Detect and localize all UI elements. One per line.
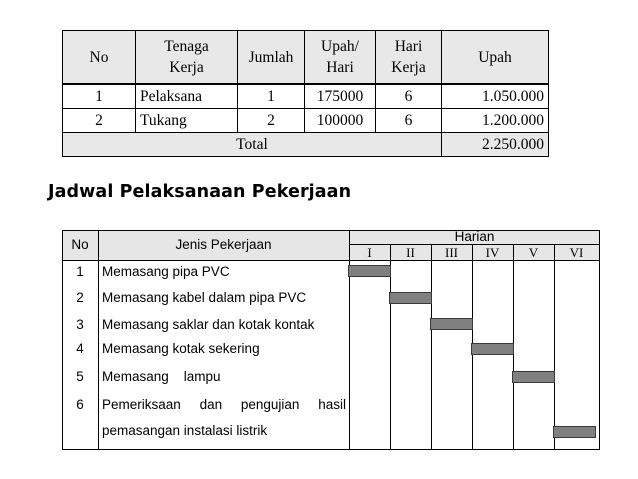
cell-tenaga-kerja: Pelaksana: [136, 84, 238, 109]
day-header: III: [445, 245, 458, 260]
gantt-bar: [471, 343, 514, 355]
gantt-bar: [553, 426, 596, 438]
cell-hari-kerja: 6: [376, 84, 442, 109]
row-task: Pemeriksaan dan pengujian hasil: [102, 397, 346, 412]
cell-upah-hari: 175000: [305, 84, 376, 109]
cell-tenaga-kerja: Tukang: [136, 109, 238, 133]
row-task: Memasang pipa PVC: [102, 264, 230, 279]
row-no: 2: [76, 290, 84, 305]
day-header: VI: [569, 245, 584, 260]
schedule-divider-task: [349, 230, 350, 450]
day-header: IV: [485, 245, 500, 260]
row-no: 1: [76, 264, 84, 279]
header-upah-hari: Upah/ Hari: [305, 31, 376, 85]
row-task: Memasang lampu: [102, 369, 221, 384]
schedule-header-jenis: Jenis Pekerjaan: [175, 237, 272, 252]
row-task: Memasang kotak sekering: [102, 341, 260, 356]
gantt-bar: [348, 265, 391, 277]
schedule-border-left: [62, 230, 63, 450]
row-no: 4: [76, 341, 84, 356]
row-task-continued: pemasangan instalasi listrik: [102, 423, 268, 438]
gantt-bar: [512, 371, 555, 383]
schedule-divider-day: [554, 244, 555, 450]
schedule-divider-no: [98, 230, 99, 450]
cell-upah: 1.050.000: [442, 84, 549, 109]
schedule-border-bottom: [62, 449, 600, 450]
day-header: II: [406, 245, 415, 260]
total-row: [63, 133, 549, 157]
cell-no: 1: [63, 84, 136, 109]
total-label: Total: [63, 133, 442, 157]
cell-hari-kerja: 6: [376, 109, 442, 133]
wage-table: [62, 30, 549, 157]
gantt-bar: [389, 292, 432, 304]
header-jumlah: Jumlah: [238, 31, 305, 85]
cell-upah-hari: 100000: [305, 109, 376, 133]
row-no: 3: [76, 317, 84, 332]
row-task: Memasang saklar dan kotak kontak: [102, 317, 315, 332]
header-tenaga-kerja: Tenaga Kerja: [136, 31, 238, 85]
section-title: Jadwal Pelaksanaan Pekerjaan: [48, 182, 352, 202]
day-header: V: [528, 245, 539, 260]
day-header: I: [367, 245, 372, 260]
row-task: Memasang kabel dalam pipa PVC: [102, 290, 307, 305]
table-row: [63, 109, 549, 133]
gantt-bar: [430, 318, 473, 330]
header-hari-kerja: Hari Kerja: [376, 31, 442, 85]
cell-no: 2: [63, 109, 136, 133]
cell-upah: 1.200.000: [442, 109, 549, 133]
schedule-header-no: No: [71, 237, 89, 252]
cell-jumlah: 2: [238, 109, 305, 133]
cell-jumlah: 1: [238, 84, 305, 109]
header-no: No: [63, 31, 136, 85]
table-row: [63, 84, 549, 109]
schedule-divider-day: [431, 244, 432, 450]
schedule-header-harian: Harian: [454, 229, 495, 244]
wage-table-header: [63, 31, 549, 85]
schedule-border-right: [599, 230, 600, 450]
row-no: 5: [76, 369, 84, 384]
row-no: 6: [76, 397, 84, 412]
schedule-table: [62, 230, 600, 450]
total-value: 2.250.000: [442, 133, 549, 157]
header-upah: Upah: [442, 31, 549, 85]
